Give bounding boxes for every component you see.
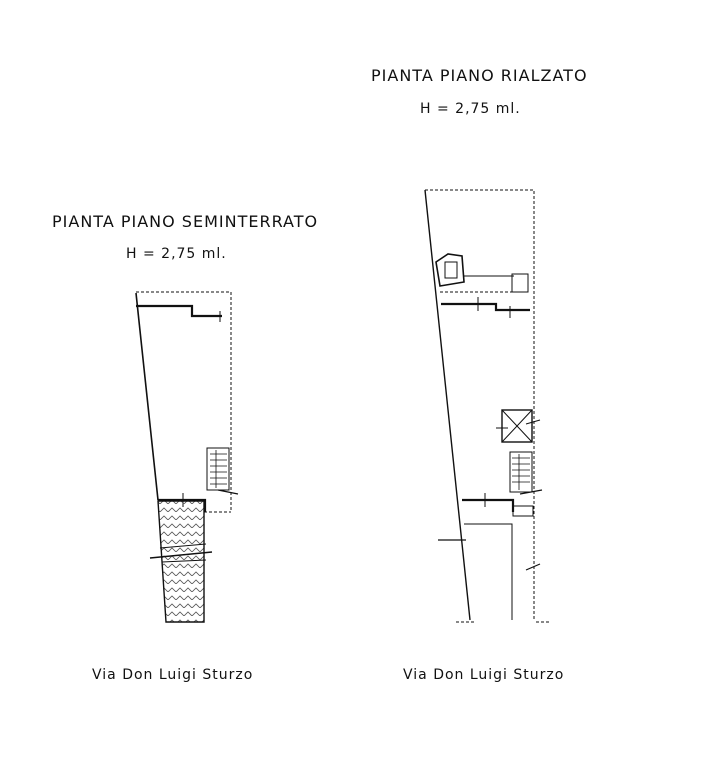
ground-stair: [510, 452, 542, 494]
ground-plan-height: H = 2,75 ml.: [420, 101, 521, 117]
basement-plan-height: H = 2,75 ml.: [126, 246, 227, 262]
ground-plan-street: Via Don Luigi Sturzo: [403, 667, 565, 683]
balcony-detail: [436, 254, 528, 292]
ground-floor-plan: [425, 190, 550, 622]
basement-plan-street: Via Don Luigi Sturzo: [92, 667, 254, 683]
ground-plan-title: PIANTA PIANO RIALZATO: [371, 66, 588, 85]
basement-floor-plan: [136, 292, 238, 622]
basement-stair: [207, 448, 238, 494]
basement-plan-title: PIANTA PIANO SEMINTERRATO: [52, 212, 319, 231]
elevator-shaft: [496, 410, 540, 442]
